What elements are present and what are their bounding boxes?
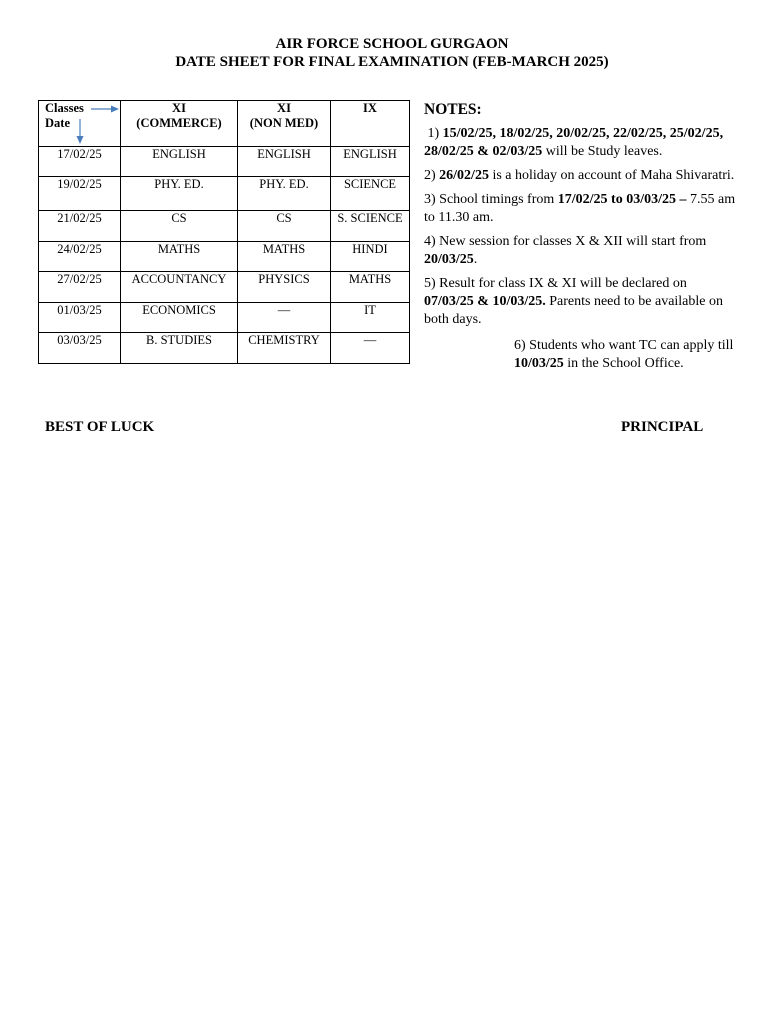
- note-text: 5) Result for class IX & XI will be declared on: [424, 276, 687, 291]
- exam-date: 27/02/25: [39, 272, 121, 303]
- table-row: [39, 211, 410, 242]
- column-header-ix: [331, 101, 410, 147]
- note-3: [424, 191, 740, 227]
- notes-section: [424, 101, 740, 379]
- note-bold: 15/02/25, 18/02/25, 20/02/25, 22/02/25, 25/02/25, 28/02/25 & 02/03/25: [424, 126, 724, 159]
- notes-heading: NOTES:: [424, 101, 482, 118]
- table-row: [39, 242, 410, 272]
- subject-cell: B. STUDIES: [121, 333, 238, 364]
- subject-cell: CS: [121, 211, 238, 242]
- note-2: [424, 167, 740, 185]
- table-row: [39, 333, 410, 364]
- right-arrow-head: [111, 106, 119, 113]
- note-text: is a holiday on account of Maha Shivaratri.: [488, 168, 735, 183]
- note-text: 6) Students who want TC can apply till: [514, 338, 734, 353]
- column-stream: (NON MED): [249, 116, 319, 130]
- classes-label: Classes: [45, 101, 84, 115]
- exam-date: 17/02/25: [39, 147, 121, 177]
- subject-cell: PHYSICS: [238, 272, 331, 303]
- note-bold: 17/02/25 to 03/03/25 –: [557, 192, 687, 207]
- note-text: 4) New session for classes X & XII will start from: [424, 234, 707, 249]
- note-text: Parents need to be available on both days.: [424, 294, 724, 327]
- exam-date: 19/02/25: [39, 177, 121, 211]
- exam-date: 21/02/25: [39, 211, 121, 242]
- note-6: [514, 337, 740, 373]
- column-header-xi-commerce: [121, 101, 238, 147]
- note-text: in the School Office.: [563, 356, 684, 371]
- subject-cell: ENGLISH: [331, 147, 410, 177]
- datesheet-title: DATE SHEET FOR FINAL EXAMINATION (FEB-MARCH 2025): [175, 54, 609, 70]
- note-5: [424, 275, 740, 329]
- note-bold: 07/03/25 & 10/03/25.: [424, 294, 546, 309]
- subject-cell: PHY. ED.: [238, 177, 331, 211]
- subject-cell: SCIENCE: [331, 177, 410, 211]
- column-stream: (COMMERCE): [136, 116, 222, 130]
- subject-cell: S. SCIENCE: [331, 211, 410, 242]
- note-1: [424, 125, 740, 161]
- table-row: [39, 272, 410, 303]
- best-of-luck-text: BEST OF LUCK: [45, 419, 155, 435]
- subject-cell: MATHS: [121, 242, 238, 272]
- subject-cell: ENGLISH: [238, 147, 331, 177]
- note-text: 1): [424, 126, 443, 141]
- table-header-row: [39, 101, 410, 147]
- note-bold: 10/03/25: [514, 356, 564, 371]
- subject-cell: HINDI: [331, 242, 410, 272]
- column-header-xi-non-med: [238, 101, 331, 147]
- date-label: Date: [45, 116, 70, 130]
- note-text: .: [473, 252, 478, 267]
- column-class: XI: [277, 101, 291, 115]
- document-header: [0, 35, 768, 71]
- subject-cell: MATHS: [331, 272, 410, 303]
- corner-cell: [39, 101, 121, 147]
- subject-cell: —: [331, 333, 410, 364]
- exam-date: 24/02/25: [39, 242, 121, 272]
- subject-cell: CHEMISTRY: [238, 333, 331, 364]
- table-row: [39, 177, 410, 211]
- exam-date: 03/03/25: [39, 333, 121, 364]
- note-bold: 26/02/25: [439, 168, 489, 183]
- subject-cell: ACCOUNTANCY: [121, 272, 238, 303]
- note-text: 2): [424, 168, 440, 183]
- note-text: 3) School timings from: [424, 192, 558, 207]
- subject-cell: CS: [238, 211, 331, 242]
- principal-signature-label: PRINCIPAL: [621, 419, 704, 435]
- column-class: IX: [363, 101, 377, 115]
- subject-cell: —: [238, 303, 331, 333]
- column-class: XI: [172, 101, 186, 115]
- school-name: AIR FORCE SCHOOL GURGAON: [275, 36, 509, 52]
- subject-cell: IT: [331, 303, 410, 333]
- subject-cell: MATHS: [238, 242, 331, 272]
- note-text: 7.55 am to 11.30 am.: [424, 192, 736, 225]
- note-bold: 20/03/25: [424, 252, 474, 267]
- date-sheet-table: [38, 100, 410, 364]
- note-text: will be Study leaves.: [542, 144, 663, 159]
- table-row: [39, 303, 410, 333]
- subject-cell: ENGLISH: [121, 147, 238, 177]
- table-row: [39, 147, 410, 177]
- down-arrow-head: [77, 136, 84, 144]
- subject-cell: PHY. ED.: [121, 177, 238, 211]
- exam-date: 01/03/25: [39, 303, 121, 333]
- note-4: [424, 233, 740, 269]
- subject-cell: ECONOMICS: [121, 303, 238, 333]
